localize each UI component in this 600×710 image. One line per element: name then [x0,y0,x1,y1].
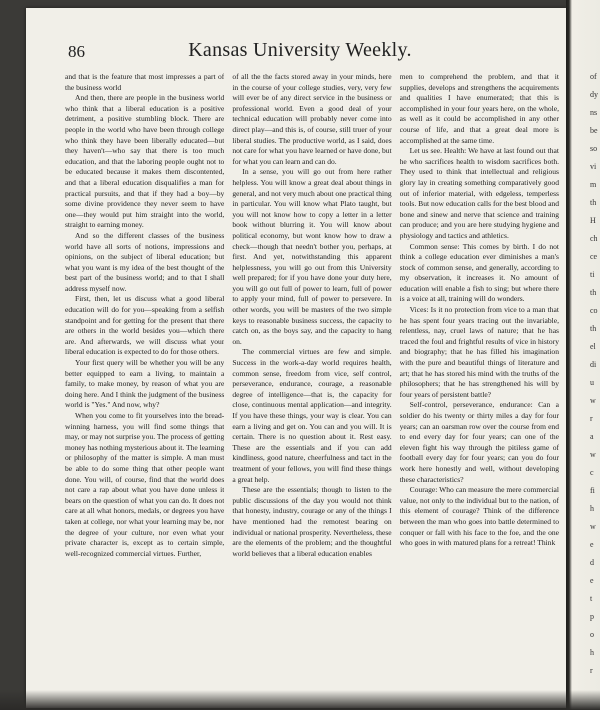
edge-fragment: ti [590,270,595,279]
edge-fragment: w [590,396,596,405]
edge-fragment: co [590,306,598,315]
bottom-shadow [0,690,600,710]
edge-fragment: th [590,288,597,297]
paragraph: When you come to fit yourselves into the bread-winning harness, you will find some things that may, or may not surprise you. The process of getting money has nothing mysterious about it. The learning or philosophy of the matter is simple. A man must be able to do some thing that other people want done. You will, of course, find that the world does not care a rap about what you have done unless it bears on the question of what you can do. It does not care at all what honors, medals, or degrees you have taken at college, nor what your learning may be, nor the degree of your culture, nor even what your private character is, except as to certain simple, well-recognized commercial virtues. Further, [65,411,225,558]
edge-fragment: of [590,72,597,81]
edge-fragment: t [590,594,593,603]
paragraph: Your first query will be whether you will be any better equipped to earn a living, to maintain a family, to make money, by reason of what you are doing here. And I think the judgment of the business world is "Yes." And now, why? [65,358,225,410]
paragraph: and that is the feature that most impresses a part of the business world [65,72,225,92]
edge-fragment: o [590,630,594,639]
edge-fragment: w [590,450,596,459]
paragraph: Common sense: This comes by birth. I do not think a college education ever diminishes a man's stock of common sense, and generally, according to my observation, it increases it. No amount of education will enable a fish to sing; but where there is a voice at all, training will do wonders. [399,241,559,304]
paragraph: And so the different classes of the business world have all sorts of notions, impressions and opinions, on the subject of liberal education; but what you want is my idea of the best thought of the best part of the business world; and to that I shall address myself now. [65,230,225,293]
edge-fragment: ce [590,252,598,261]
edge-fragment: dy [590,90,598,99]
paragraph: The commercial virtues are few and simple. Success in the work-a-day world requires health, common sense, freedom from vice, self control, perseverance, endurance, courage, a reasonable degree of intelligence—that is, the capacity for close, continuous mental application—and integrity. If you have these things, your way is clear. You can earn a living and get on. You can and you will. It is certain. There is no question about it. Rest easy. These are the essentials and if you can add kindliness, good nature, cheerfulness and tact in the treatment of your fellows, you will find these things a great help. [232,347,392,484]
paragraph: Vices: Is it no protection from vice to a man that he has spent four years tracing out the invariable, relentless, nay, cruel laws of nature; that he has traced the foul and frightful results of vice in history and biography; that he has filled his imagination with the pure and beautiful things of literature and art; that he has stored his mind with the truths of the philosophers; that he has strengthened his will by four years of persistent battle? [399,305,559,399]
edge-fragment: d [590,558,594,567]
adjacent-page-edge [566,0,600,710]
edge-fragment: r [590,666,593,675]
edge-fragment: fi [590,486,595,495]
edge-fragment: a [590,432,594,441]
edge-fragment: th [590,324,597,333]
paragraph: In a sense, you will go out from here rather helpless. You will know a great deal about things in general, and not very much about one practical thing in particular. You will know what Plato taught, but you will not know how to copy a letter in a letter book without blurring it. You will know about political economy, but wont know how to draw a check—though that needn't bother you, perhaps, at first. And yet, notwithstanding this apparent helplessness, you will go out from this University well prepared; for if you have done your duty here, you will go out full of power to learn, full of power to apply your mind, full of power to persevere. In other words, you will be masters of the two simple keys to reasonable business success, the capacity to catch on, as the boys say, and the capacity to hang on. [232,167,392,346]
paragraph: Courage: Who can measure the mere commercial value, not only to the individual but to the nation, of this element of courage? Think of the difference between the man who goes into battle determined to conquer or fall with his face to the foe, and the one who goes in with matured plans for a retreat! Think [399,485,559,548]
paragraph: First, then, let us discuss what a good liberal education will do for you—speaking from a selfish standpoint and for getting for the present that there are others in the world besides you—which there are. And afterwards, we will discuss what your liberal education is expected to do for those others. [65,294,225,357]
edge-fragment: e [590,540,594,549]
edge-fragment: th [590,198,597,207]
page-header [40,39,560,66]
edge-fragment: H [590,216,596,225]
text-column-2 [232,72,391,684]
page-number: 86 [68,42,85,61]
text-column-3 [400,72,559,684]
paragraph: of all the the facts stored away in your minds, here in the course of your college studies, very, very few will ever be of any direct service in the business or professional world. Even a good deal of your technical education will probably never come into direct play—and this is, of course, still truer of your liberal studies. The productive world, as I said, does not care for what you have learned or have done, but for what you can learn and can do. [232,72,392,166]
text-column-1 [65,72,224,684]
edge-fragment: h [590,504,594,513]
journal-title: Kansas University Weekly. [188,39,412,61]
edge-fragment: di [590,360,597,369]
paragraph: These are the essentials; though to listen to the public discussions of the day you would not think that honesty, industry, courage or any of the things I have mentioned had the remotest bearing on individual or national prosperity. Nevertheless, these are the elements of the problem; and the thoughtful world believes that a liberal education enables [232,485,392,558]
edge-fragment: e [590,576,594,585]
paragraph: Self-control, perseverance, endurance: Can a soldier do his twenty or thirty miles a day for four years; can an oarsman row over the course from end to end every day for four years; can one of the eleven fight his way through the pitiless game of football every day for four years; can you do four work here honestly and well, without developing these characteristics? [399,400,559,484]
edge-fragment: w [590,522,596,531]
paragraph: And then, there are people in the business world who think that a liberal education is a positive detriment, a positive stumbling block. There are people in the world who have been through college who think they have been liberally educated—but they haven't—who say that there is too much education, and that the laboring people ought not to be educated because it makes them discontented, and that a liberal education disqualifies a man for practical pursuits, and that if they had a boy—by some divine providence they never seem to have one—they would put him straight into the world, straight to earning money. [65,93,225,230]
edge-fragment: ch [590,234,598,243]
paragraph: Let us see. Health: We have at last found out that he who sacrifices health to wisdom sacrifices both. They used to think that intellectual and religious glory lay in creating something comparatively good out of inferior material, with edgeless, temperless tools. But now education calls for the best blood and bone and sinew and nerve that science and training can produce; and you are here studying hygiene and physiology and tactics and athletics. [399,146,559,240]
edge-fragment: el [590,342,596,351]
edge-fragment: r [590,414,593,423]
edge-fragment: u [590,378,594,387]
edge-fragment: h [590,648,594,657]
edge-fragment: ns [590,108,598,117]
edge-fragment: m [590,180,597,189]
edge-fragment: c [590,468,594,477]
edge-fragment: p [590,612,594,621]
edge-fragment: so [590,144,598,153]
article-body [65,72,559,684]
edge-fragment: vi [590,162,597,171]
edge-fragment: be [590,126,598,135]
paragraph: men to comprehend the problem, and that it supplies, develops and strengthens the acquirements and qualities I have enumerated; that this is accomplished in your four years here, on the whole, as well as it could be accomplished in any other course of life, and that a great deal more is accomplished at the same time. [399,72,559,145]
